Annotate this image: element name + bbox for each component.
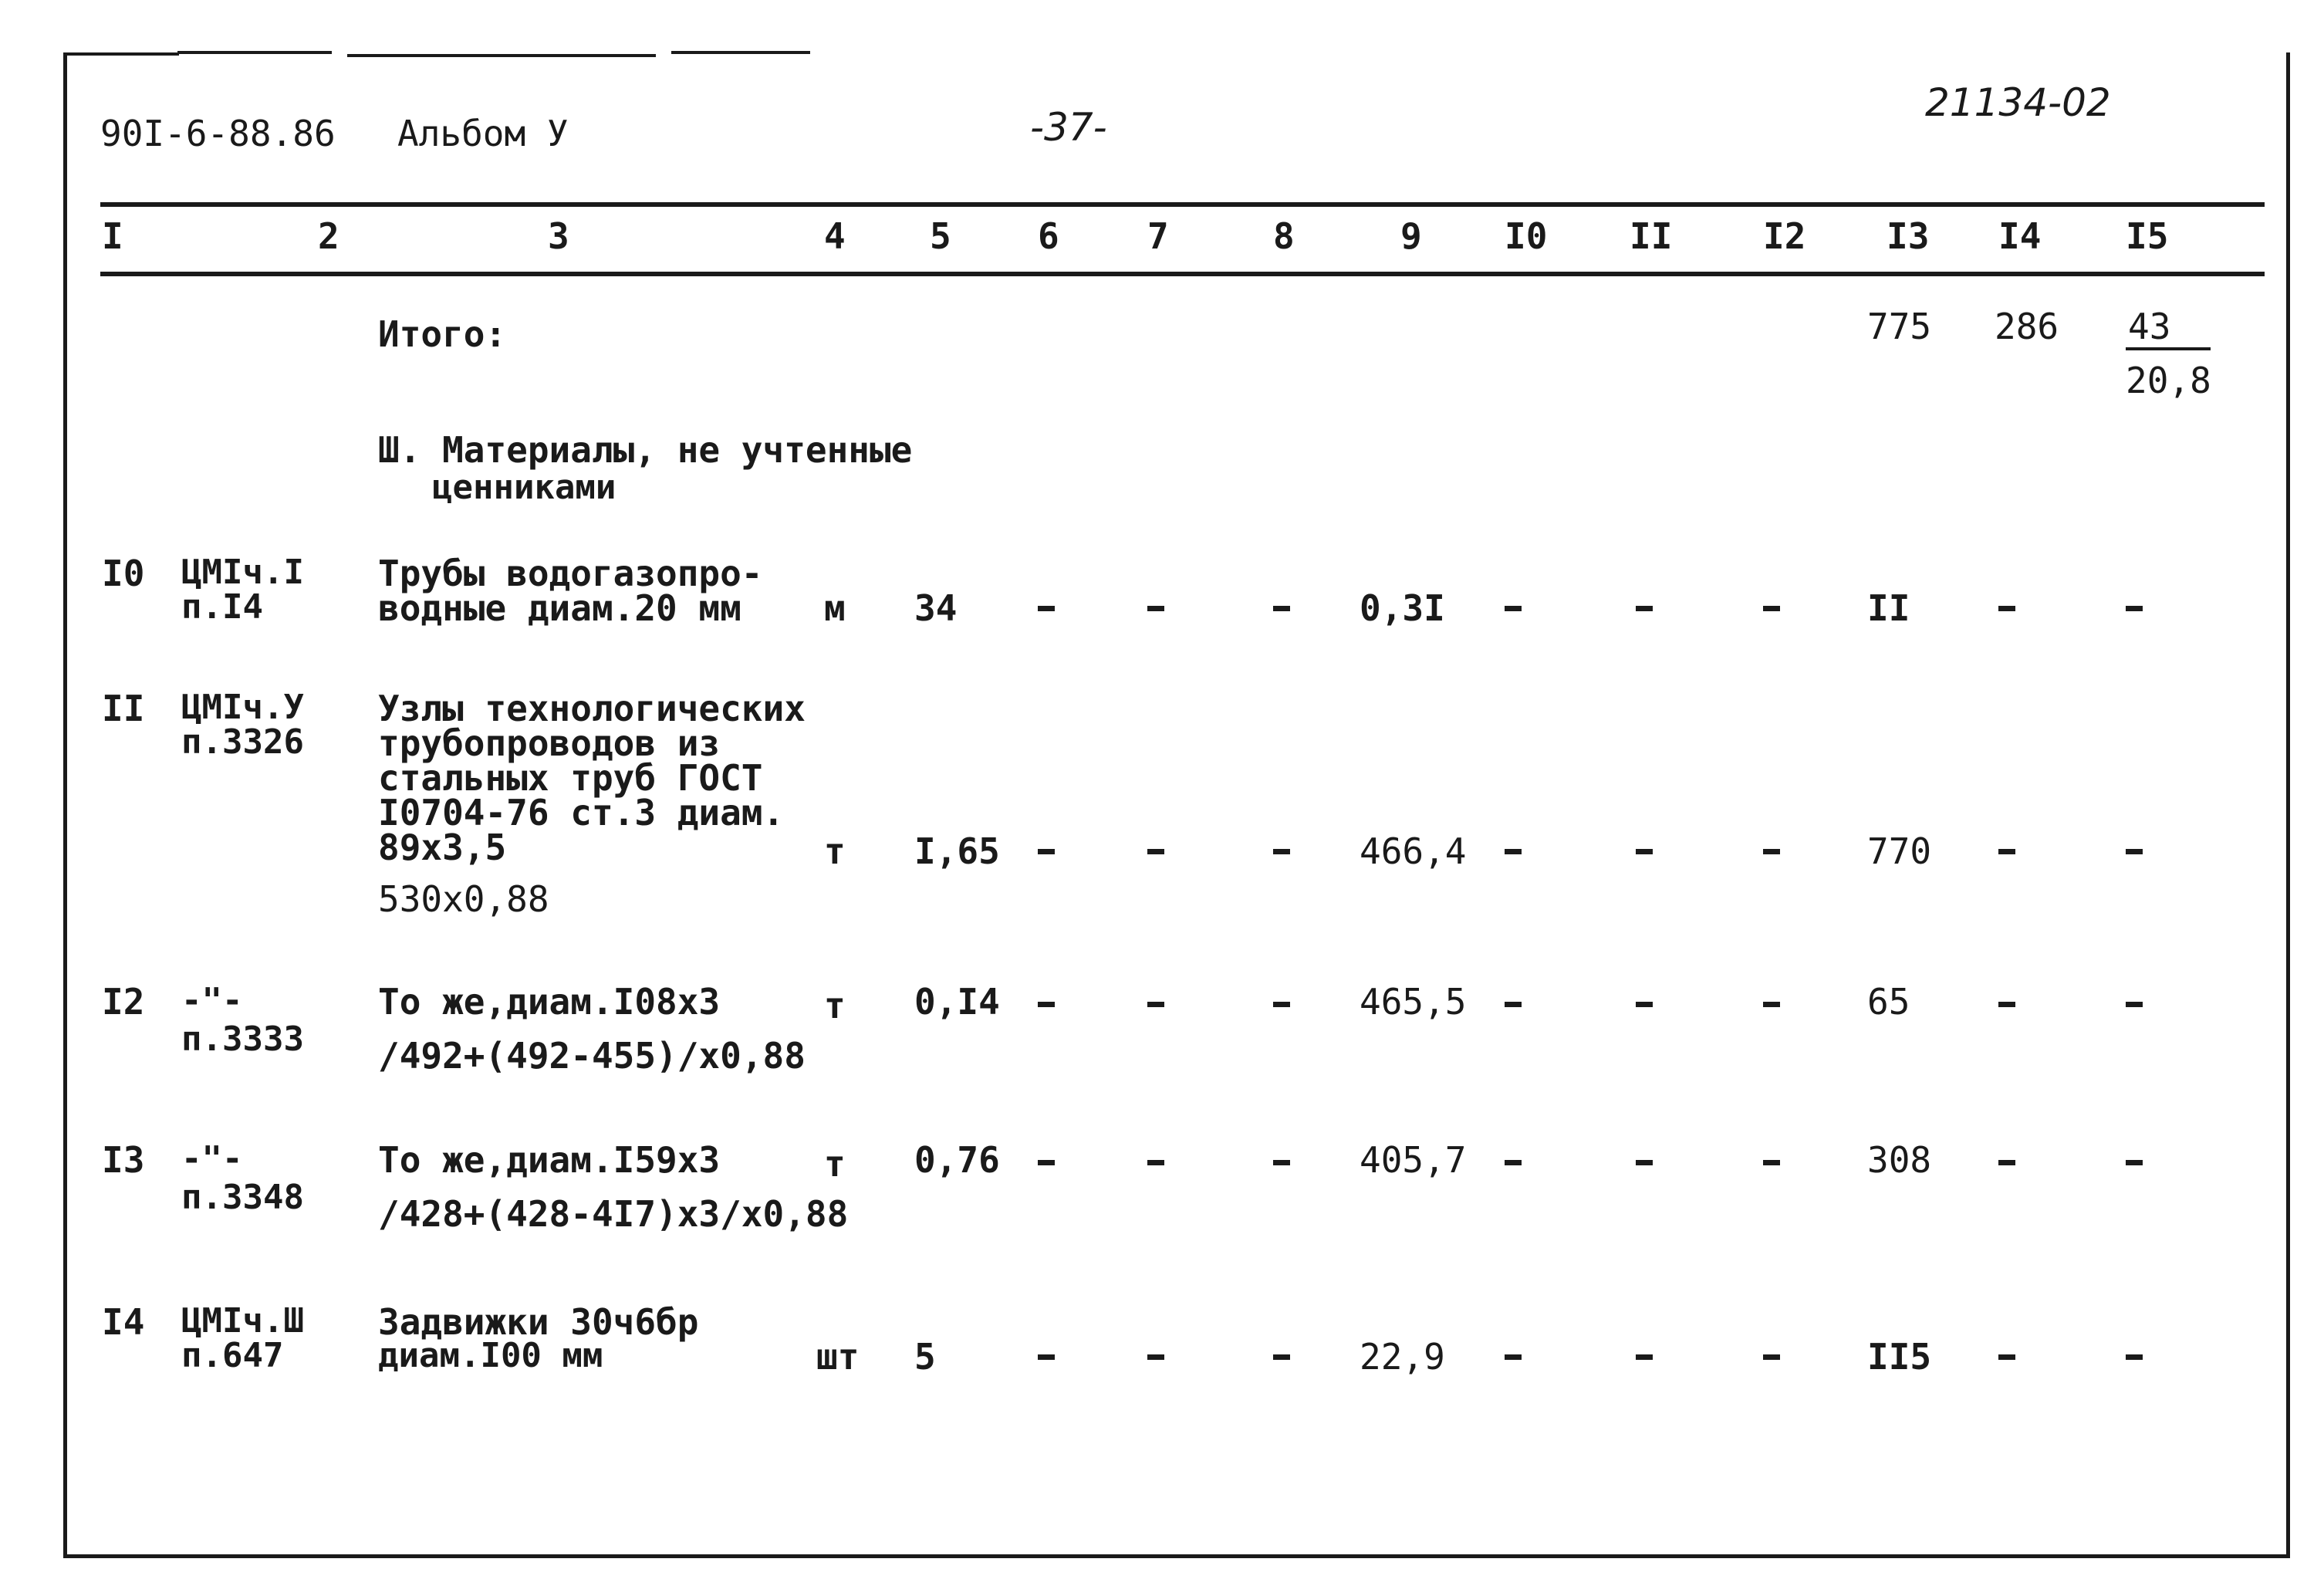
fraction-line xyxy=(2126,347,2211,350)
row-c9: 466,4 xyxy=(1360,830,1467,872)
row-unit: т xyxy=(824,830,846,872)
dash-mark xyxy=(1147,606,1164,611)
dash-mark xyxy=(1038,849,1055,854)
total-c13: 775 xyxy=(1867,306,1932,347)
row-c9: 405,7 xyxy=(1360,1139,1467,1181)
row-number: I0 xyxy=(102,553,145,594)
row-c13: 65 xyxy=(1867,981,1910,1023)
dash-mark xyxy=(1038,1002,1055,1007)
row-description: трубопроводов из xyxy=(378,722,721,764)
row-description: /492+(492-455)/х0,88 xyxy=(378,1035,806,1077)
dash-mark xyxy=(1147,1354,1164,1360)
column-header: 9 xyxy=(1400,215,1422,257)
row-description: 530х0,88 xyxy=(378,878,549,920)
column-header: 7 xyxy=(1147,215,1169,257)
row-quantity: 0,I4 xyxy=(914,981,1000,1023)
row-description: водные диам.20 мм xyxy=(378,587,741,629)
dash-mark xyxy=(2126,1002,2143,1007)
row-description: стальных труб ГОСТ xyxy=(378,757,763,799)
dash-mark xyxy=(2126,1354,2143,1360)
row-description: То же,диам.I08х3 xyxy=(378,981,721,1023)
dash-mark xyxy=(1505,1354,1522,1360)
doc-number: 21134-02 xyxy=(1925,80,2111,125)
dash-mark xyxy=(1636,1002,1653,1007)
row-number: I4 xyxy=(102,1301,145,1343)
dash-mark xyxy=(1505,1160,1522,1165)
dash-mark xyxy=(1636,1160,1653,1165)
row-quantity: 5 xyxy=(914,1336,936,1378)
column-header: 2 xyxy=(318,215,339,257)
row-description: I0704-76 ст.3 диам. xyxy=(378,792,785,834)
row-c13: 770 xyxy=(1867,830,1932,872)
row-quantity: I,65 xyxy=(914,830,1000,872)
dash-mark xyxy=(1273,1354,1290,1360)
row-reference: п.I4 xyxy=(181,587,263,627)
row-description: диам.I00 мм xyxy=(378,1336,603,1375)
dash-mark xyxy=(1636,1354,1653,1360)
row-number: II xyxy=(102,688,145,729)
row-number: I3 xyxy=(102,1139,145,1181)
column-header: I5 xyxy=(2126,215,2169,257)
page-number: -37- xyxy=(1030,105,1107,150)
total-c15-top: 43 xyxy=(2128,306,2171,347)
row-c9: 22,9 xyxy=(1360,1336,1445,1378)
album-label: Альбом У xyxy=(397,113,569,154)
column-header: 3 xyxy=(548,215,569,257)
dash-mark xyxy=(1147,1160,1164,1165)
section-heading: Ш. Материалы, не учтенные xyxy=(378,429,913,471)
dash-mark xyxy=(1273,606,1290,611)
dash-mark xyxy=(1038,1160,1055,1165)
top-border-segment xyxy=(671,51,810,54)
dash-mark xyxy=(1763,849,1780,854)
dash-mark xyxy=(1038,1354,1055,1360)
column-header: 6 xyxy=(1038,215,1059,257)
top-border-segment xyxy=(63,52,179,56)
row-unit: м xyxy=(824,587,846,629)
dash-mark xyxy=(1763,1002,1780,1007)
row-unit: т xyxy=(824,1143,846,1185)
row-c9: 465,5 xyxy=(1360,981,1467,1023)
dash-mark xyxy=(1998,849,2015,854)
row-quantity: 0,76 xyxy=(914,1139,1000,1181)
column-header: 4 xyxy=(824,215,846,257)
dash-mark xyxy=(1998,1002,2015,1007)
dash-mark xyxy=(1763,1160,1780,1165)
row-quantity: 34 xyxy=(914,587,958,629)
row-reference: п.3348 xyxy=(181,1178,304,1217)
dash-mark xyxy=(1763,1354,1780,1360)
dash-mark xyxy=(1147,1002,1164,1007)
top-border-segment xyxy=(347,54,656,57)
dash-mark xyxy=(1038,606,1055,611)
total-c15-bottom: 20,8 xyxy=(2126,360,2211,401)
row-reference: -"- xyxy=(181,981,243,1020)
dash-mark xyxy=(1763,606,1780,611)
header-rule-top xyxy=(100,202,2265,207)
dash-mark xyxy=(1273,1160,1290,1165)
column-header: I3 xyxy=(1887,215,1930,257)
column-header: I2 xyxy=(1763,215,1806,257)
row-description: Задвижки 30ч6бр xyxy=(378,1301,699,1343)
total-c14: 286 xyxy=(1995,306,2059,347)
row-reference: п.3326 xyxy=(181,722,304,762)
document-code: 90I-6-88.86 xyxy=(100,113,336,154)
dash-mark xyxy=(1636,606,1653,611)
row-reference: -"- xyxy=(181,1139,243,1178)
row-reference: п.3333 xyxy=(181,1019,304,1059)
row-description: Узлы технологических xyxy=(378,688,806,729)
section-heading-line2: ценниками xyxy=(432,468,616,507)
dash-mark xyxy=(2126,849,2143,854)
column-header: 5 xyxy=(930,215,951,257)
row-reference: п.647 xyxy=(181,1336,284,1375)
row-description: 89х3,5 xyxy=(378,827,507,868)
row-c9: 0,3I xyxy=(1360,587,1445,629)
dash-mark xyxy=(1636,849,1653,854)
row-description: /428+(428-4I7)х3/х0,88 xyxy=(378,1193,849,1235)
dash-mark xyxy=(1147,849,1164,854)
dash-mark xyxy=(1998,1160,2015,1165)
dash-mark xyxy=(1505,606,1522,611)
row-description: Трубы водогазопро- xyxy=(378,553,763,594)
column-header: I0 xyxy=(1505,215,1548,257)
column-header: II xyxy=(1630,215,1673,257)
row-c13: 308 xyxy=(1867,1139,1932,1181)
dash-mark xyxy=(1505,1002,1522,1007)
total-label: Итого: xyxy=(378,313,507,355)
dash-mark xyxy=(1505,849,1522,854)
row-reference: ЦМIч.У xyxy=(181,688,304,727)
row-number: I2 xyxy=(102,981,145,1023)
row-reference: ЦМIч.I xyxy=(181,553,304,592)
column-header: 8 xyxy=(1273,215,1295,257)
row-c13: II xyxy=(1867,587,1910,629)
row-unit: шт xyxy=(816,1336,860,1378)
column-header: I4 xyxy=(1998,215,2042,257)
row-reference: ЦМIч.Ш xyxy=(181,1301,304,1341)
dash-mark xyxy=(1998,606,2015,611)
header-rule-bottom xyxy=(100,272,2265,276)
row-unit: т xyxy=(824,985,846,1026)
dash-mark xyxy=(1273,849,1290,854)
row-c13: II5 xyxy=(1867,1336,1932,1378)
dash-mark xyxy=(2126,606,2143,611)
dash-mark xyxy=(1998,1354,2015,1360)
row-description: То же,диам.I59х3 xyxy=(378,1139,721,1181)
column-header: I xyxy=(102,215,123,257)
dash-mark xyxy=(2126,1160,2143,1165)
top-border-segment xyxy=(177,51,332,54)
dash-mark xyxy=(1273,1002,1290,1007)
